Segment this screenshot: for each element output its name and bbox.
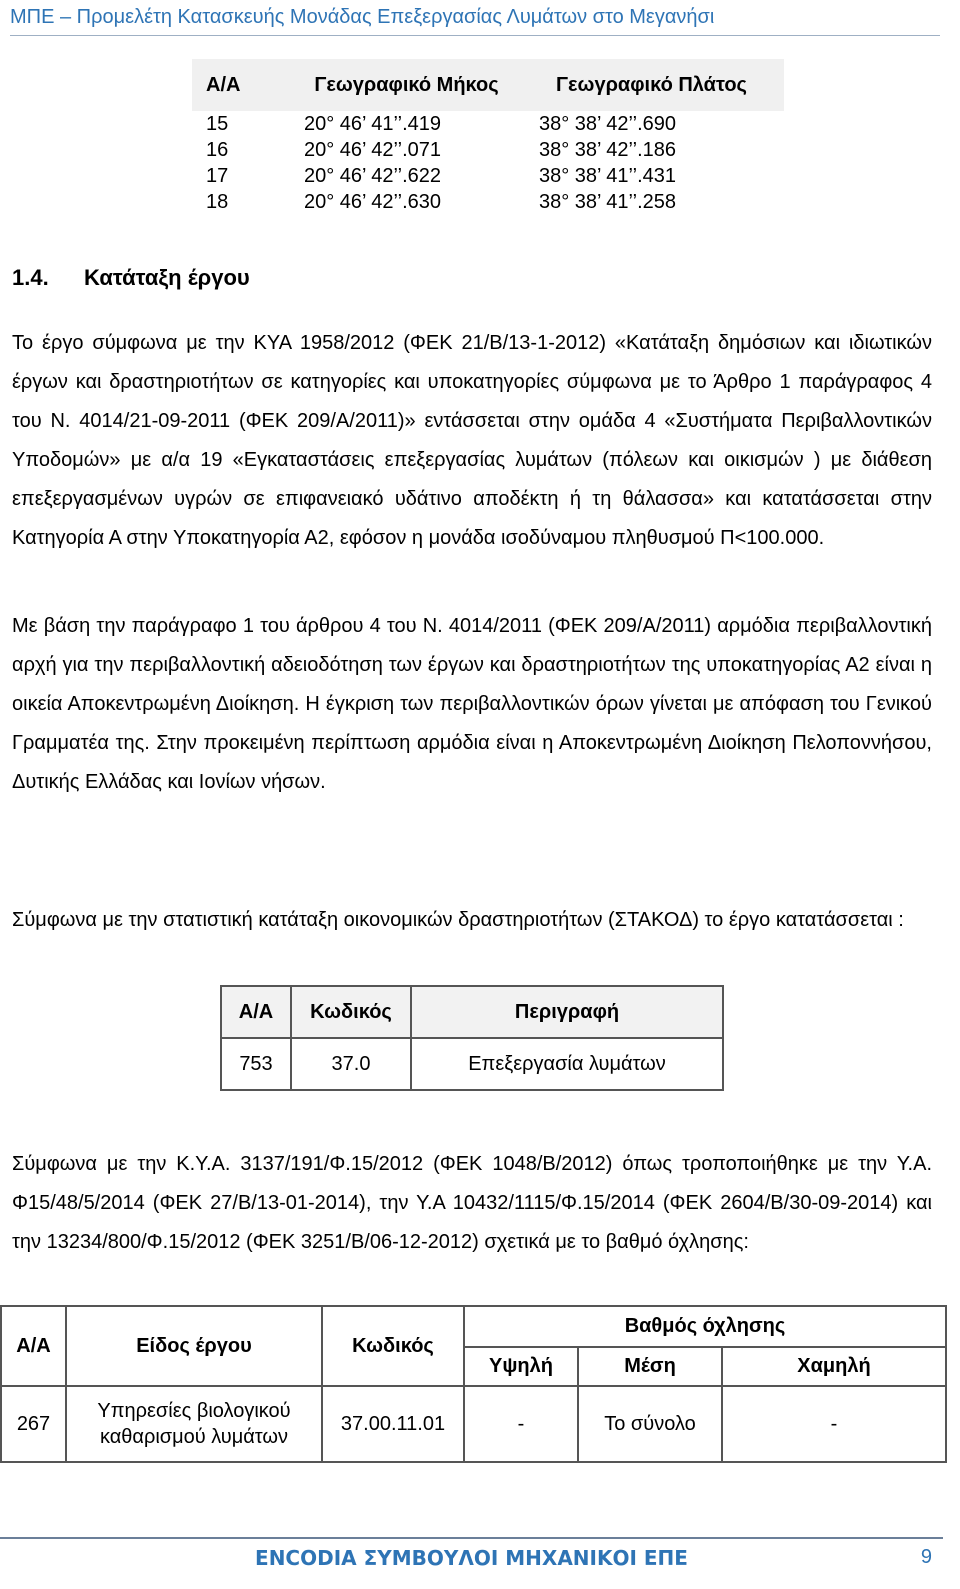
cell-aa: 267 [1, 1386, 66, 1462]
cell-low: - [722, 1386, 946, 1462]
col-header-aa: Α/Α [1, 1306, 66, 1386]
table-row [221, 1038, 723, 1090]
col-header-description: Περιγραφή [411, 986, 723, 1038]
cell-description: Επεξεργασία λυμάτων [411, 1038, 723, 1090]
section-heading [12, 265, 250, 291]
col-header-project-type: Είδος έργου [66, 1306, 322, 1386]
cell-project-type [66, 1386, 322, 1462]
table-row [1, 1386, 946, 1462]
paragraph-classification: Το έργο σύμφωνα με την ΚΥΑ 1958/2012 (ΦΕΚ 21/Β/13-1-2012) «Κατάταξη δημόσιων και ιδιωτικών έργων και δραστηριοτήτων σε κατηγορίες και υποκατηγορίες σύμφωνα με το Άρθρο 1 παράγραφος 4 του Ν. 4014/21-09-2011 (ΦΕΚ 209/Α/2011)» εντάσσεται στην ομάδα 4 «Συστήματα Περιβαλλοντικών Υποδομών» με α/α 19 «Εγκαταστάσεις επεξεργασίας λυμάτων (πόλεων και οικισμών ) με διάθεση επεξεργασμένων υγρών σε επιφανειακό υδάτινο αποδέκτη ή τη θάλασσα» και κατατάσσεται στην Κατηγορία Α στην Υποκατηγορία Α2, εφόσον η μονάδα ισοδύναμου πληθυσμού Π<100.000. [12, 332, 932, 549]
section-title: Κατάταξη έργου [84, 265, 250, 290]
page-header: ΜΠΕ – Προμελέτη Κατασκευής Μονάδας Επεξεργασίας Λυμάτων στο Μεγανήσι [10, 4, 940, 36]
cell-code: 37.0 [291, 1038, 411, 1090]
cell-aa: 17 [206, 165, 229, 187]
cell-code: 37.00.11.01 [322, 1386, 464, 1462]
cell-high: - [464, 1386, 578, 1462]
col-header-aa: Α/Α [221, 986, 291, 1038]
cell-longitude: 20° 46’ 41’’.419 [304, 113, 442, 135]
cell-longitude: 20° 46’ 42’’.630 [304, 191, 442, 213]
col-header-latitude: Γεωγραφικό Πλάτος [519, 59, 784, 111]
table-row [192, 111, 784, 137]
coordinates-table [192, 59, 784, 215]
cell-latitude: 38° 38’ 42’’.186 [539, 139, 677, 161]
project-type-line2: καθαρισμού λυμάτων [99, 1426, 289, 1448]
cell-aa: 753 [221, 1038, 291, 1090]
footer-divider [0, 1537, 943, 1539]
cell-latitude: 38° 38’ 41’’.258 [539, 191, 677, 213]
col-header-code: Κωδικός [291, 986, 411, 1038]
project-type-line1: Υπηρεσίες βιολογικού [97, 1400, 291, 1422]
cell-latitude: 38° 38’ 42’’.690 [539, 113, 677, 135]
cell-medium: Το σύνολο [578, 1386, 722, 1462]
cell-longitude: 20° 46’ 42’’.622 [304, 165, 442, 187]
page-number: 9 [920, 1546, 932, 1568]
noise-degree-table [0, 1305, 947, 1463]
cell-aa: 16 [206, 139, 229, 161]
stakod-table [220, 985, 724, 1091]
col-header-code: Κωδικός [322, 1306, 464, 1386]
paragraph-noise-degree: Σύμφωνα με την Κ.Υ.Α. 3137/191/Φ.15/2012 (ΦΕΚ 1048/Β/2012) όπως τροποποιήθηκε με την Υ.Α. Φ15/48/5/2014 (ΦΕΚ 27/Β/13-01-2014), την Υ.Α 10432/1115/Φ.15/2014 (ΦΕΚ 2604/Β/30-09-2014) και την 13234/800/Φ.15/2012 (ΦΕΚ 3251/Β/06-12-2012) σχετικά με το βαθμό όχλησης: [12, 1153, 932, 1253]
paragraph-stakod: Σύμφωνα με την στατιστική κατάταξη οικονομικών δραστηριοτήτων (ΣΤΑΚΟΔ) το έργο κατατάσσεται : [12, 909, 904, 931]
col-header-aa: Α/Α [192, 59, 294, 111]
cell-aa: 15 [206, 113, 229, 135]
cell-longitude: 20° 46’ 42’’.071 [304, 139, 442, 161]
col-header-low: Χαμηλή [722, 1347, 946, 1386]
table-row [192, 189, 784, 215]
table-row [192, 163, 784, 189]
cell-latitude: 38° 38’ 41’’.431 [539, 165, 677, 187]
footer-company: ENCODIA ΣΥΜΒΟΥΛΟΙ ΜΗΧΑΝΙΚΟΙ ΕΠΕ [255, 1546, 688, 1570]
paragraph-authority: Με βάση την παράγραφο 1 του άρθρου 4 του Ν. 4014/2011 (ΦΕΚ 209/Α/2011) αρμόδια περιβαλλοντική αρχή για την περιβαλλοντική αδειοδότηση των έργων και δραστηριοτήτων της υποκατηγορίας Α2 είναι η οικεία Αποκεντρωμένη Διοίκηση. Η έγκριση των περιβαλλοντικών όρων γίνεται με απόφαση του Γενικού Γραμματέα της. Στην προκειμένη περίπτωση αρμόδια είναι η Αποκεντρωμένη Διοίκηση Πελοποννήσου, Δυτικής Ελλάδας και Ιονίων νήσων. [12, 615, 932, 793]
col-header-noise-degree: Βαθμός όχλησης [464, 1306, 946, 1347]
table-row [192, 137, 784, 163]
section-number: 1.4. [12, 265, 49, 290]
col-header-medium: Μέση [578, 1347, 722, 1386]
col-header-high: Υψηλή [464, 1347, 578, 1386]
cell-aa: 18 [206, 191, 229, 213]
col-header-longitude: Γεωγραφικό Μήκος [294, 59, 519, 111]
